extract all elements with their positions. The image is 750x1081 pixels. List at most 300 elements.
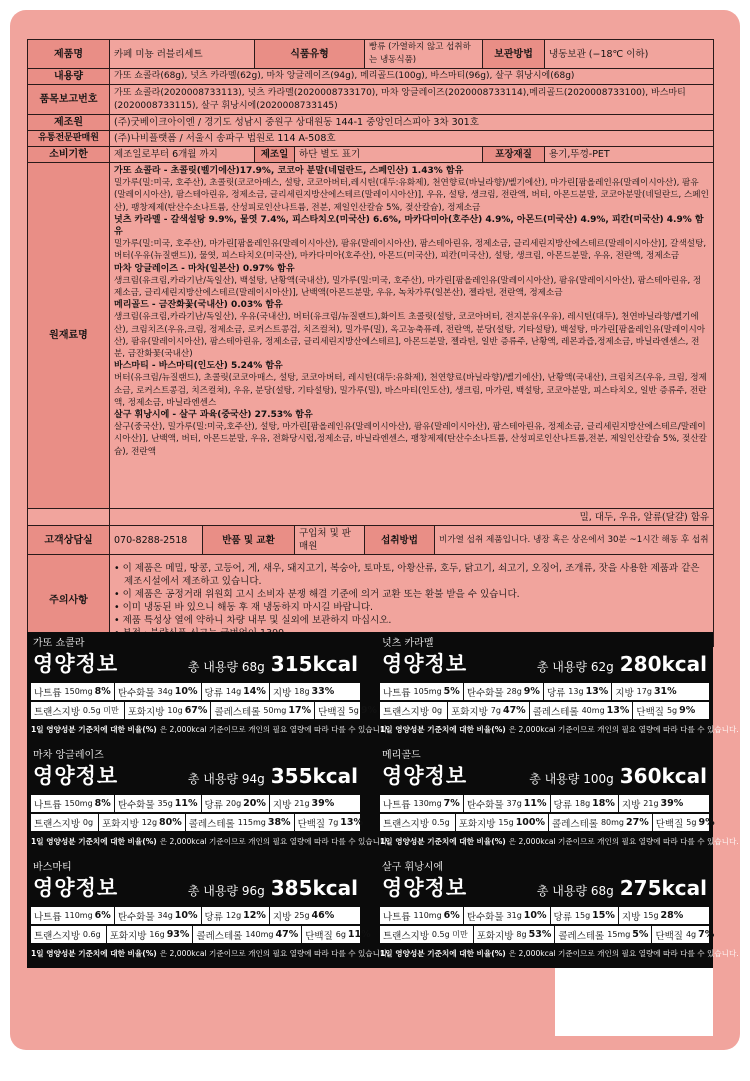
nutrition-title: 영양정보 — [382, 764, 468, 788]
footnote-bold: 1일 영양성분 기준치에 대한 비율(%) — [31, 725, 157, 734]
nutrient-percent: 33% — [311, 686, 335, 697]
nutrient-amount: 0.5g 미만 — [431, 930, 468, 939]
nutrient-percent: 47% — [275, 929, 299, 940]
nutrient-row — [380, 795, 709, 812]
nutrient-name: 나트륨 — [34, 799, 62, 811]
nutrient-amount: 35g — [157, 799, 173, 808]
nutrient-amount: 18g — [574, 799, 591, 808]
product-info-table — [27, 39, 714, 647]
nutrient-name: 포화지방 — [458, 818, 496, 830]
nutrient-amount: 0.5g 미만 — [82, 706, 119, 715]
nutrient-name: 탄수화물 — [117, 687, 155, 699]
date-print-area — [555, 968, 713, 1036]
nutrient-name: 콜레스테롤 — [188, 818, 235, 830]
total-prefix: 총 내용량 — [536, 660, 588, 674]
nutrient-amount: 7g — [490, 706, 501, 715]
nutrient-amount: 15g — [643, 911, 659, 920]
nutrient-name: 트랜스지방 — [383, 818, 429, 830]
nutrient-amount: 18g — [294, 687, 310, 696]
nutrient-name: 포화지방 — [451, 706, 488, 718]
nutrient-amount: 15g — [574, 911, 591, 920]
nutrient-row — [380, 926, 715, 943]
ingredient-title: 마차 앙글레이즈 - 마차(일본산) 0.97% 함유 — [114, 263, 295, 274]
nutrient-percent: 6% — [94, 910, 111, 921]
nutrition-box — [27, 856, 390, 964]
nutrient-amount: 0g — [82, 818, 94, 827]
maker-label: 제조원 — [28, 115, 110, 131]
nutrient-amount: 5g — [686, 818, 697, 827]
nutrition-footnote — [31, 834, 390, 849]
nutrient-amount: 50mg — [263, 706, 287, 715]
nutrient-percent: 7% — [698, 929, 715, 940]
nutrient-percent: 100% — [515, 817, 546, 828]
nutrient-cell — [380, 926, 474, 943]
nutrient-cell — [551, 907, 619, 924]
nutrient-cell — [464, 795, 551, 812]
total-weight: 62g — [590, 660, 614, 674]
nutrition-title: 영양정보 — [33, 764, 119, 788]
nutrient-cell — [31, 795, 115, 812]
nutrient-amount: 80mg — [600, 818, 624, 827]
product-name: 가또 쇼콜라 — [33, 638, 85, 649]
nutrient-cell — [302, 926, 373, 943]
total-prefix: 총 내용량 — [187, 660, 239, 674]
nutrient-percent: 27% — [626, 817, 649, 828]
nutrient-percent: 13% — [340, 817, 364, 828]
ingredient-section — [114, 409, 709, 458]
nutrient-cell — [202, 907, 270, 924]
ingredient-body: 생크림(유크림,카라기난/독일산), 백설탕, 난황액(국내산), 밀가루(밀:미국, 호주산), 마가린[팜올레인유(말레이시아산), 팜유(말레이시아산), 팜스테아린유, 정제소금, 글리세린지방산에스테르(말레이시아산)], 난백액(아몬드분말, 우유, 녹차가루(일본산), 젤라틴, 전란액, 정제소금 — [114, 275, 702, 299]
nutrient-name: 트랜스지방 — [34, 818, 80, 830]
nutrient-name: 당류 — [546, 687, 566, 699]
nutrient-cell — [99, 814, 186, 831]
product-name: 살구 휘낭시에 — [382, 862, 444, 873]
nutrient-percent: 13% — [606, 705, 630, 716]
nutrient-name: 콜레스테롤 — [552, 818, 598, 830]
nutrient-amount: 12g — [141, 818, 158, 827]
nutrient-name: 지방 — [621, 799, 641, 811]
nutrient-cell — [115, 907, 202, 924]
nutrient-cell — [549, 814, 653, 831]
nutrient-cell — [612, 683, 679, 700]
ingredient-section — [114, 165, 709, 214]
nutrient-cell — [270, 795, 337, 812]
nutrient-amount: 40mg — [581, 706, 605, 715]
ingredients-list — [110, 163, 714, 509]
nutrient-cell — [270, 683, 337, 700]
nutrient-cell — [31, 702, 125, 719]
nutrient-percent: 80% — [159, 817, 182, 828]
ingredient-body: 밀가루(밀:미국, 호주산), 초콜릿(코코아매스, 설탕, 코코아버터,레시틴(대두:유화제), 천연향료(바닐라향)/벨기에산), 마가린[팜올레인유(말레이시아산), 팜유(말레이시아산), 팜스테아린유, 정제소금, 글리세린지방산에스테르(말레이시아산)], 우유, 설탕, 생크림, 전란액, 버터, 아몬드분말, 코코아분말(네덜란드, 스페인산), 팽창제제(탄산수소나트륨, 산성피로인산나트륨, 전분, 제일인산칼슘 5%, 젖산칼슘), 정제소금 — [114, 178, 709, 213]
nutrient-percent: 11% — [347, 929, 371, 940]
ingredient-title: 바스마티 - 바스마티(인도산) 5.24% 함유 — [114, 361, 283, 372]
nutrient-cell — [474, 926, 556, 943]
nutrient-name: 포화지방 — [476, 930, 514, 942]
nutrient-name: 당류 — [553, 911, 572, 923]
nutrient-cell — [380, 702, 448, 719]
nutrient-amount: 34g — [157, 687, 173, 696]
packaging-label: 포장재질 — [483, 147, 545, 163]
nutrient-name: 지방 — [272, 911, 292, 923]
total-content — [188, 764, 358, 788]
nutrient-amount: 34g — [157, 911, 173, 920]
return-info: 구입처 및 판매원 — [295, 526, 365, 555]
total-weight: 94g — [241, 772, 265, 786]
nutrient-percent: 11% — [523, 798, 547, 809]
nutrition-footnote — [380, 722, 739, 737]
cs-phone: 070-8288-2518 — [110, 526, 203, 555]
nutrient-percent: 46% — [311, 910, 335, 921]
total-weight: 68g — [590, 884, 614, 898]
nutrient-row — [380, 702, 709, 719]
nutrient-cell — [619, 907, 686, 924]
nutrition-footnote — [380, 946, 739, 961]
nutrient-amount: 150mg — [64, 799, 93, 808]
storage: 냉동보관 (−18℃ 이하) — [545, 40, 714, 69]
nutrient-cell — [125, 702, 212, 719]
nutrient-percent: 31% — [653, 686, 677, 697]
nutrient-cell — [202, 795, 270, 812]
ingredient-body: 생크림(유크림,카라기난/독일산), 우유(국내산), 버터(유크림/뉴질랜드),화이트 초콜릿(설탕, 코코아버터, 전지분유(우유), 레시틴(대두), 천연바닐라향/벨기에산), 크림치즈(우유,크림, 정제소금, 로커스트콩검, 치즈컬쳐), 밀가루(밀), 옥고농축퓨레, 전란액, 분당(설탕, 기타설탕), 백설탕, 마가린[팜올레인유(말레이시아산), 팜유(말레이시아산), 팜스테아린유, 정제소금, 글리세린지방산에스테르], 아몬드분말, 젤라틴, 일반 증류주, 난황액, 레몬과즙,정제소금, 바닐라엔센스, 전분, 금잔화꽃(국내산) — [114, 312, 706, 360]
nutrient-cell — [31, 926, 107, 943]
nutrient-name: 콜레스테롤 — [532, 706, 579, 718]
nutrient-name: 콜레스테롤 — [214, 706, 261, 718]
footnote-text: 은 2,000kcal 기준이므로 개인의 필요 열량에 따라 다를 수 있습니다. — [159, 837, 390, 846]
nutrient-amount: 5g — [348, 706, 359, 715]
nutrient-name: 탄수화물 — [466, 911, 504, 923]
product-name: 바스마티 — [33, 862, 72, 873]
nutrient-cell — [652, 926, 717, 943]
total-weight: 68g — [241, 660, 265, 674]
nutrient-name: 트랜스지방 — [383, 930, 429, 942]
maker: (주)굿베이크아이엔 / 경기도 성남시 중원구 상대원동 144-1 중앙인더스피아 3차 301호 — [110, 115, 714, 131]
nutrient-amount: 10g — [167, 706, 183, 715]
nutrient-amount: 130mg — [413, 799, 442, 808]
nutrient-percent: 12% — [243, 910, 266, 921]
nutrient-name: 트랜스지방 — [34, 706, 80, 718]
mfg-date-label: 제조일 — [255, 147, 295, 163]
mfg-date: 하단 별도 표기 — [295, 147, 483, 163]
nutrition-title: 영양정보 — [382, 876, 468, 900]
expiry: 제조일로부터 6개월 까지 — [110, 147, 255, 163]
nutrient-cell — [186, 814, 295, 831]
nutrient-name: 탄수화물 — [117, 911, 155, 923]
nutrient-cell — [380, 683, 464, 700]
nutrient-percent: 93% — [166, 929, 190, 940]
footnote-text: 은 2,000kcal 기준이므로 개인의 필요 열량에 따라 다를 수 있습니다. — [159, 949, 390, 958]
nutrient-cell — [619, 795, 686, 812]
nutrient-cell — [464, 683, 544, 700]
nutrient-percent: 39% — [660, 798, 684, 809]
ingredient-section — [114, 214, 709, 263]
product-name: 카페 미뇽 러블리세트 — [110, 40, 255, 69]
nutrient-name: 탄수화물 — [466, 687, 504, 699]
nutrient-percent: 6% — [443, 910, 460, 921]
nutrient-percent: 10% — [174, 910, 198, 921]
nutrient-row — [31, 814, 364, 831]
packaging: 용기,뚜껑-PET — [545, 147, 714, 163]
product-name: 넛츠 카라멜 — [382, 638, 434, 649]
nutrient-name: 포화지방 — [127, 706, 165, 718]
nutrient-cell — [380, 907, 464, 924]
nutrient-cell — [456, 814, 549, 831]
nutrient-percent: 47% — [502, 705, 526, 716]
nutrient-cell — [295, 814, 366, 831]
calories: 355kcal — [270, 764, 358, 788]
nutrient-percent: 9% — [360, 705, 377, 716]
nutrient-name: 당류 — [204, 799, 223, 811]
distributor: (주)나비플랫폼 / 서울시 송파구 법원로 114 A-508호 — [110, 131, 714, 147]
nutrient-name: 탄수화물 — [466, 799, 504, 811]
nutrient-percent: 9% — [679, 705, 696, 716]
nutrient-name: 콜레스테롤 — [196, 930, 243, 942]
total-content — [537, 652, 707, 676]
total-prefix: 총 내용량 — [187, 772, 239, 786]
nutrient-percent: 5% — [632, 929, 649, 940]
nutrient-amount: 21g — [643, 799, 659, 808]
nutrient-amount: 150mg — [64, 687, 93, 696]
footnote-text: 은 2,000kcal 기준이므로 개인의 필요 열량에 따라 다를 수 있습니다. — [508, 949, 739, 958]
nutrient-cell — [653, 814, 718, 831]
nutrient-cell — [211, 702, 315, 719]
nutrient-amount: 14g — [225, 687, 242, 696]
nutrition-box — [376, 856, 739, 964]
nutrient-cell — [315, 702, 380, 719]
food-type: 빵류 (가열하지 않고 섭취하는 냉동식품) — [365, 40, 483, 69]
nutrient-percent: 5% — [443, 686, 460, 697]
nutrient-cell — [31, 683, 115, 700]
return-label: 반품 및 교환 — [203, 526, 295, 555]
calories: 280kcal — [619, 652, 707, 676]
nutrient-cell — [115, 683, 202, 700]
nutrient-name: 단백질 — [297, 818, 326, 830]
nutrient-row — [31, 907, 360, 924]
nutrient-name: 포화지방 — [102, 818, 139, 830]
product-name-label: 제품명 — [28, 40, 110, 69]
total-weight: 100g — [583, 772, 614, 786]
nutrient-cell — [31, 907, 115, 924]
nutrient-percent: 13% — [585, 686, 609, 697]
caution-item: • 제품 특성상 열에 약하니 차량 내부 및 실외에 보관하지 마십시오. — [114, 614, 392, 626]
nutrient-amount: 17g — [636, 687, 652, 696]
nutrient-amount: 20g — [225, 799, 242, 808]
nutrient-percent: 18% — [592, 798, 615, 809]
nutrient-cell — [115, 795, 202, 812]
ingredient-title: 메리골드 - 금잔화꽃(국내산) 0.03% 함유 — [114, 300, 283, 311]
nutrient-cell — [555, 926, 652, 943]
nutrient-cell — [448, 702, 530, 719]
allergen-label-cell — [28, 509, 110, 526]
caution-label: 주의사항 — [28, 555, 110, 647]
nutrient-percent: 15% — [592, 910, 615, 921]
nutrient-cell — [270, 907, 337, 924]
nutrition-title: 영양정보 — [382, 652, 468, 676]
nutrient-cell — [633, 702, 698, 719]
nutrient-amount: 15g — [498, 818, 514, 827]
nutrient-amount: 105mg — [413, 687, 442, 696]
product-name: 메리골드 — [382, 750, 421, 761]
nutrient-percent: 20% — [243, 798, 266, 809]
caution-item: • 이 제품은 공정거래 위원회 고시 소비자 분쟁 해결 기준에 의거 교환 또는 환불 받을 수 있습니다. — [114, 588, 520, 600]
nutrient-name: 당류 — [553, 799, 572, 811]
nutrient-row — [31, 795, 360, 812]
nutrient-percent: 17% — [288, 705, 312, 716]
ingredient-section — [114, 299, 709, 360]
footnote-bold: 1일 영양성분 기준치에 대한 비율(%) — [380, 837, 506, 846]
nutrition-footnote — [380, 834, 739, 849]
ingredient-body: 버터(유크림/뉴질랜드), 초콜릿(코코아매스, 설탕, 코코아버터, 레시틴(대두:유화제), 천연향료(바닐라향)/벨기에산), 난황액(국내산), 크림치즈(우유, 크림, 정제소금, 로커스트콩검, 치즈컬쳐), 우유, 분당(설탕, 기타설탕), 밀가루(밀), 바스마티(인도산), 생크림, 마가린, 백설탕, 코코아분말, 피스타치오, 일반 증류주, 전란액, 정제소금, 바닐라엔센스 — [114, 373, 707, 408]
nutrient-amount: 110mg — [413, 911, 442, 920]
nutrient-name: 포화지방 — [109, 930, 147, 942]
total-prefix: 총 내용량 — [187, 884, 239, 898]
nutrient-row — [380, 814, 715, 831]
nutrient-percent: 7% — [443, 798, 460, 809]
report-no: 가또 쇼콜라(2020008733113), 넛츠 카라멜(2020008733170), 마차 앙글레이즈(2020008733114),메리골드(2020008733100), 바스마티(2020008733115), 살구 휘낭시에(2020008733145) — [110, 85, 714, 115]
storage-label: 보관방법 — [483, 40, 545, 69]
nutrient-percent: 11% — [174, 798, 198, 809]
nutrient-name: 트랜스지방 — [383, 706, 429, 718]
expiry-label: 소비기한 — [28, 147, 110, 163]
nutrient-percent: 9% — [698, 817, 715, 828]
nutrient-amount: 25g — [294, 911, 310, 920]
nutrient-amount: 21g — [294, 799, 310, 808]
nutrient-row — [380, 683, 709, 700]
nutrient-percent: 8% — [94, 798, 111, 809]
nutrient-row — [31, 926, 371, 943]
nutrient-percent: 10% — [523, 910, 547, 921]
footnote-bold: 1일 영양성분 기준치에 대한 비율(%) — [31, 949, 157, 958]
calories: 275kcal — [619, 876, 707, 900]
nutrient-cell — [551, 795, 619, 812]
nutrient-name: 단백질 — [655, 930, 683, 942]
nutrient-cell — [544, 683, 612, 700]
nutrient-name: 당류 — [204, 687, 223, 699]
nutrient-amount: 31g — [506, 911, 522, 920]
nutrient-percent: 10% — [174, 686, 198, 697]
nutrient-name: 지방 — [615, 687, 634, 699]
caution-item: • 이 제품은 메밀, 땅콩, 고등어, 게, 새우, 돼지고기, 복숭아, 토마토, 아황산류, 호두, 닭고기, 쇠고기, 오징어, 조개류, 잣을 사용한 제품과 같은 제조시설에서 제조하고 있습니다. — [114, 562, 700, 587]
nutrient-percent: 9% — [523, 686, 540, 697]
nutrient-row — [31, 683, 360, 700]
total-prefix: 총 내용량 — [536, 884, 588, 898]
nutrient-row — [380, 907, 709, 924]
product-name: 마차 앙글레이즈 — [33, 750, 104, 761]
cs-label: 고객상담실 — [28, 526, 110, 555]
nutrient-percent: 28% — [660, 910, 684, 921]
nutrient-amount: 7g — [328, 818, 339, 827]
caution-item: • 이미 냉동된 바 있으니 해동 후 재 냉동하지 마시길 바랍니다. — [114, 601, 374, 613]
food-type-label: 식품유형 — [255, 40, 365, 69]
nutrient-percent: 14% — [243, 686, 266, 697]
ingredient-title: 살구 휘낭시에 - 살구 과육(중국산) 27.53% 함유 — [114, 410, 313, 421]
intake-label: 섭취방법 — [365, 526, 435, 555]
nutrient-amount: 37g — [506, 799, 522, 808]
footnote-bold: 1일 영양성분 기준치에 대한 비율(%) — [380, 725, 506, 734]
nutrient-amount: 28g — [506, 687, 522, 696]
nutrient-percent: 39% — [311, 798, 335, 809]
nutrient-name: 나트륨 — [383, 911, 411, 923]
ingredient-section — [114, 263, 709, 300]
nutrient-amount: 110mg — [64, 911, 93, 920]
nutrient-amount: 15mg — [607, 930, 631, 939]
nutrition-box — [376, 744, 739, 852]
content: 가또 쇼콜라(68g), 넛츠 카라멜(62g), 마차 앙글레이즈(94g), 메리골드(100g), 바스마티(96g), 살구 휘낭시에(68g) — [110, 69, 714, 85]
nutrient-name: 지방 — [272, 799, 292, 811]
calories: 385kcal — [270, 876, 358, 900]
nutrient-percent: 53% — [528, 929, 552, 940]
ingredients-label: 원재료명 — [28, 163, 110, 509]
ingredient-body: 밀가루(밀:미국, 호주산), 마가린[팜올레인유(말레이시아산), 팜유(말레이시아산), 팜스테아린유, 정제소금, 글리세린지방산에스테르(말레이시아산)], 갈색설탕, 버터(우유(뉴질랜드)), 물엿, 피스타치오(미국산), 마카다미아(호주산), 아몬드(미국산), 피칸(미국산), 설탕, 생크림, 아몬드분말, 우유, 전란액, 정제소금 — [114, 239, 707, 262]
nutrition-title: 영양정보 — [33, 876, 119, 900]
total-prefix: 총 내용량 — [529, 772, 580, 786]
total-content — [529, 764, 707, 788]
distributor-label: 유통전문판매원 — [28, 131, 110, 147]
nutrition-title: 영양정보 — [33, 652, 119, 676]
nutrient-name: 탄수화물 — [117, 799, 155, 811]
footnote-text: 은 2,000kcal 기준이므로 개인의 필요 열량에 따라 다를 수 있습니다. — [508, 725, 739, 734]
nutrient-cell — [193, 926, 302, 943]
footnote-bold: 1일 영양성분 기준치에 대한 비율(%) — [31, 837, 157, 846]
footnote-bold: 1일 영양성분 기준치에 대한 비율(%) — [380, 949, 506, 958]
nutrient-cell — [202, 683, 270, 700]
nutrition-footnote — [31, 946, 390, 961]
nutrient-name: 단백질 — [636, 706, 664, 718]
nutrition-footnote — [31, 722, 390, 737]
nutrient-amount: 0.5g — [431, 818, 450, 827]
intake-info: 비가열 섭취 제품입니다. 냉장 혹은 상온에서 30분 ~1시간 해동 후 섭취 — [435, 526, 714, 555]
nutrient-name: 나트륨 — [383, 799, 411, 811]
nutrient-cell — [107, 926, 194, 943]
nutrient-name: 콜레스테롤 — [558, 930, 605, 942]
ingredient-title: 넛츠 카라멜 - 갈색설탕 9.9%, 물엿 7.4%, 피스타치오(미국산) 6.6%, 마카다미아(호주산) 4.9%, 아몬드(미국산) 4.9%, 피칸(미국산) 4.9% 함유 — [114, 214, 704, 238]
footnote-text: 은 2,000kcal 기준이므로 개인의 필요 열량에 따라 다를 수 있습니다. — [508, 837, 739, 846]
nutrient-cell — [31, 814, 99, 831]
nutrient-name: 나트륨 — [34, 911, 62, 923]
total-content — [188, 876, 358, 900]
nutrient-amount: 0g — [431, 706, 443, 715]
nutrient-name: 나트륨 — [34, 687, 62, 699]
nutrient-cell — [380, 814, 456, 831]
nutrient-name: 당류 — [204, 911, 223, 923]
nutrient-amount: 115mg — [237, 818, 266, 827]
allergen-info: 밀, 대두, 우유, 알류(달걀) 함유 — [110, 509, 714, 526]
nutrient-cell — [530, 702, 634, 719]
total-content — [188, 652, 358, 676]
nutrient-amount: 140mg — [245, 930, 274, 939]
total-weight: 96g — [241, 884, 265, 898]
footnote-text: 은 2,000kcal 기준이므로 개인의 필요 열량에 따라 다를 수 있습니다. — [159, 725, 390, 734]
ingredient-title: 가또 쇼콜라 - 초콜릿(벨기에산)17.9%, 코코아 분말(네덜란드, 스페인산) 1.43% 함유 — [114, 166, 464, 176]
nutrient-amount: 8g — [516, 930, 527, 939]
total-content — [537, 876, 707, 900]
nutrient-row — [31, 702, 377, 719]
nutrient-name: 나트륨 — [383, 687, 411, 699]
nutrient-cell — [380, 795, 464, 812]
nutrient-name: 단백질 — [655, 818, 684, 830]
nutrient-percent: 38% — [267, 817, 291, 828]
nutrient-name: 트랜스지방 — [34, 930, 80, 942]
nutrient-cell — [464, 907, 551, 924]
nutrient-name: 단백질 — [318, 706, 346, 718]
calories: 360kcal — [619, 764, 707, 788]
ingredient-body: 살구(중국산), 밀가루(밀:미국,호주산), 설탕, 마가린[팜올레인유(말레이시아산), 팜유(말레이시아산), 팜스테아린유, 정제소금, 글리세린지방산에스테르/말레이시아산)], 난백액, 버터, 아몬드분말, 우유, 전화당시럽,정제소금, 바닐라엔센스, 팽창제제(탄산수소나트륨, 산성피로인산나트륨,전분, 제일인산칼슘 5%, 젖산칼슘), 전란액 — [114, 422, 707, 457]
ingredient-section — [114, 360, 709, 409]
nutrient-amount: 16g — [149, 930, 165, 939]
nutrient-amount: 0.6g — [82, 930, 101, 939]
nutrient-amount: 5g — [666, 706, 678, 715]
nutrient-amount: 12g — [225, 911, 242, 920]
nutrient-percent: 67% — [184, 705, 208, 716]
